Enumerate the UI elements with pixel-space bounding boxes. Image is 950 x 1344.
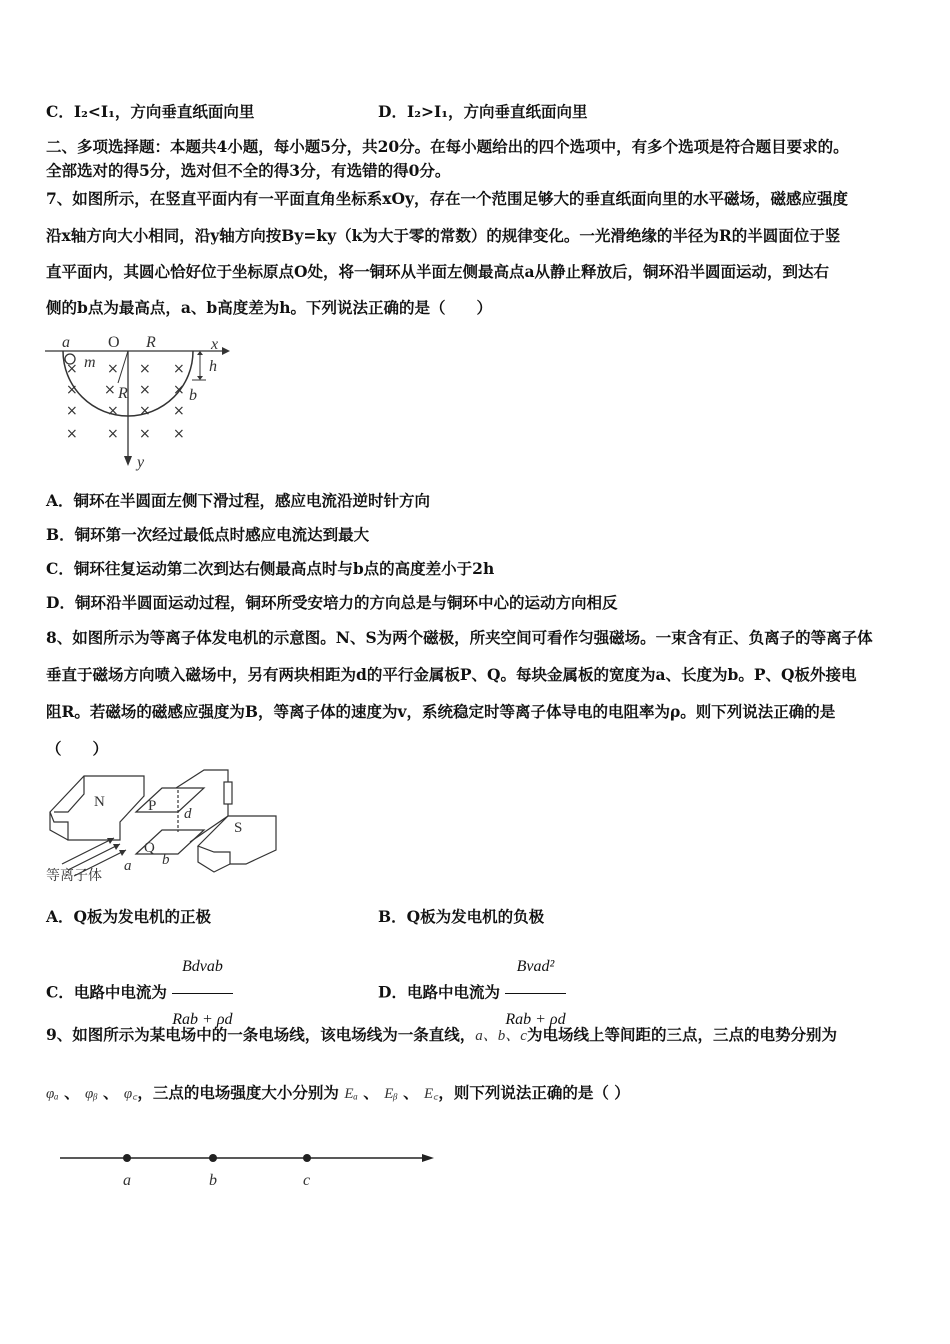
q7-label-m: m: [84, 354, 96, 371]
q8-option-c-numerator: Bdvab: [172, 943, 232, 994]
q7-label-b: b: [189, 387, 197, 404]
q9-phi-c: φ꜀: [123, 1086, 138, 1102]
q7-x-arrow: [222, 347, 230, 355]
svg-text:×: ×: [139, 426, 151, 442]
q7-stem-line2: 沿x轴方向大小相同，沿y轴方向按By=ky（k为大于零的常数）的规律变化。一光滑绝缘的半径为R的半圆面位于竖: [46, 226, 841, 245]
q8-option-b: B．Q板为发电机的负极: [378, 907, 545, 926]
section2-instructions-line2: 全部选对的得5分，选对但不全的得3分，有选错的得0分。: [46, 161, 451, 180]
section2-instructions-line1: 二、多项选择题：本题共4小题，每小题5分，共20分。在每小题给出的四个选项中，有多个选项是符合题目要求的。: [46, 137, 849, 156]
q7-label-y: y: [137, 454, 145, 471]
q8-label-a: a: [124, 858, 132, 874]
svg-text:×: ×: [66, 403, 78, 419]
q7-stem-line4: 侧的b点为最高点，a、b高度差为h。下列说法正确的是（ ）: [46, 298, 492, 317]
q8-stem-line1: 8、如图所示为等离子体发电机的示意图。N、S为两个磁极，所夹空间可看作匀强磁场。一束含有正、负离子的等离子体: [46, 628, 873, 647]
svg-text:×: ×: [107, 361, 119, 377]
svg-text:×: ×: [107, 403, 119, 419]
q9-label-c: c: [303, 1172, 311, 1189]
q8-wire-top: [176, 770, 228, 788]
q7-option-b: B．铜环第一次经过最低点时感应电流达到最大: [46, 525, 370, 544]
svg-text:×: ×: [173, 382, 185, 398]
q8-p-plate: [136, 788, 204, 812]
q8-option-d-text: D．电路中电流为: [378, 982, 500, 1002]
q9-field-arrow: [422, 1154, 434, 1162]
q7-label-o: O: [108, 334, 120, 351]
svg-text:×: ×: [139, 361, 151, 377]
q8-label-q: Q: [144, 840, 155, 856]
q9-point-c: [303, 1154, 311, 1162]
svg-text:×: ×: [173, 361, 185, 377]
svg-text:×: ×: [139, 382, 151, 398]
q9-stem-line1: 9、如图所示为某电场中的一条电场线，该电场线为一条直线，a、b、c为电场线上等间距的三点，三点的电势分别为: [46, 1025, 837, 1044]
q7-label-h: h: [209, 358, 217, 375]
q9-stem-line2: φₐ 、 φᵦ 、 φ꜀，三点的电场强度大小分别为 Eₐ 、 Eᵦ 、 E꜀，则下列说法正确的是（ ）: [46, 1083, 630, 1102]
q8-stem-line3: 阻R。若磁场的磁感应强度为B，等离子体的速度为v，系统稳定时等离子体导电的电阻率为ρ。则下列说法正确的是: [46, 702, 836, 721]
q8-label-s: S: [234, 820, 243, 836]
svg-text:×: ×: [107, 426, 119, 442]
q7-y-arrow: [124, 456, 132, 466]
svg-text:×: ×: [139, 403, 151, 419]
q9-point-b: [209, 1154, 217, 1162]
q7-option-c: C．铜环往复运动第二次到达右侧最高点时与b点的高度差小于2h: [46, 559, 495, 578]
q8-stem-line2: 垂直于磁场方向喷入磁场中，另有两块相距为d的平行金属板P、Q。每块金属板的宽度为a、长度为b。P、Q板外接电: [46, 665, 857, 684]
q8-label-p: P: [148, 798, 157, 814]
q6-option-d: D．I₂>I₁，方向垂直纸面向里: [378, 102, 588, 121]
svg-text:×: ×: [104, 382, 116, 398]
q8-figure: [44, 766, 284, 886]
q9-label-b: b: [209, 1172, 217, 1189]
q8-option-c-text: C．电路中电流为: [46, 982, 167, 1002]
q9-figure: [54, 1145, 444, 1193]
q9-e-c: E꜀: [423, 1086, 439, 1102]
svg-text:×: ×: [66, 361, 78, 377]
q8-label-b: b: [162, 852, 170, 868]
q9-points-abc: a、b、c: [475, 1028, 527, 1044]
q8-stem-line4: （ ）: [46, 739, 109, 758]
q7-label-a: a: [62, 334, 70, 351]
q8-option-d-denominator: Rab + ρd: [505, 1011, 566, 1028]
svg-text:×: ×: [173, 426, 185, 442]
q9-point-a: [123, 1154, 131, 1162]
q7-label-r-top: R: [146, 334, 156, 351]
q8-option-d-numerator: Bvad²: [505, 943, 565, 994]
q8-label-n: N: [94, 794, 105, 810]
q7-stem-line1: 7、如图所示，在竖直平面内有一平面直角坐标系xOy，存在一个范围足够大的垂直纸面向里的水平磁场，磁感应强度: [46, 189, 849, 208]
q8-option-a: A．Q板为发电机的正极: [46, 907, 212, 926]
svg-text:×: ×: [173, 403, 185, 419]
q8-label-d: d: [184, 806, 192, 822]
q9-e-a: Eₐ: [344, 1086, 358, 1102]
svg-text:×: ×: [66, 426, 78, 442]
q6-option-c: C．I₂<I₁，方向垂直纸面向里: [46, 102, 255, 121]
q9-e-b: Eᵦ: [384, 1086, 398, 1102]
q8-label-plasma: 等离子体: [46, 868, 102, 884]
q7-option-a: A．铜环在半圆面左侧下滑过程，感应电流沿逆时针方向: [46, 491, 431, 510]
q7-label-r-mid: R: [118, 385, 128, 402]
q9-phi-a: φₐ: [46, 1086, 59, 1102]
q9-phi-b: φᵦ: [85, 1086, 98, 1102]
q7-option-d: D．铜环沿半圆面运动过程，铜环所受安培力的方向总是与铜环中心的运动方向相反: [46, 593, 618, 612]
q7-radius-line: [118, 351, 128, 383]
q7-label-x: x: [211, 336, 219, 353]
q7-figure: [40, 328, 240, 476]
q7-stem-line3: 直平面内，其圆心恰好位于坐标原点O处，将一铜环从半面左侧最高点a从静止释放后，铜环沿半圆面运动，到达右: [46, 262, 830, 281]
q7-h-arrow-down: [197, 376, 203, 380]
q9-label-a: a: [123, 1172, 131, 1189]
q8-wire-bottom: [190, 804, 228, 842]
q8-resistor: [224, 782, 232, 804]
q8-option-c-denominator: Rab + ρd: [172, 1011, 233, 1028]
svg-text:×: ×: [66, 382, 78, 398]
